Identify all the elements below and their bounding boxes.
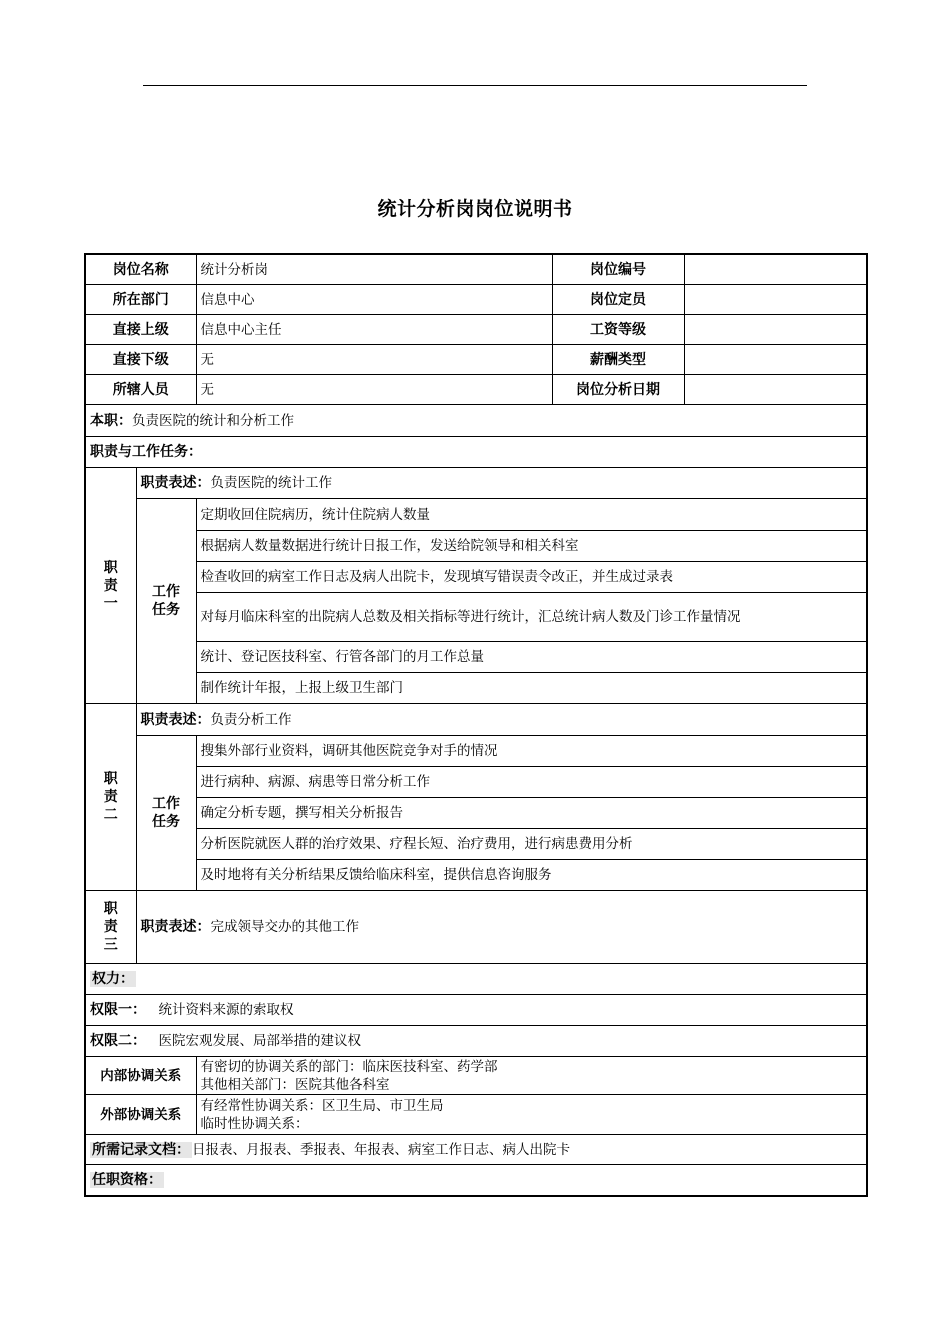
duty2-task-row bbox=[85, 829, 867, 860]
power-row bbox=[85, 1026, 867, 1057]
field-value: 无 bbox=[196, 345, 552, 375]
external-relation-line: 临时性协调关系： bbox=[200, 1115, 309, 1132]
duty2-task-row bbox=[85, 767, 867, 798]
external-relation-line: 有经常性协调关系：区卫生局、市卫生局 bbox=[200, 1097, 444, 1114]
duty2-task: 确定分析专题，撰写相关分析报告 bbox=[196, 798, 867, 829]
duty1-task-row bbox=[85, 499, 867, 531]
duty2-desc: 负责分析工作 bbox=[210, 711, 292, 728]
field-value bbox=[684, 254, 867, 285]
duty2-task: 及时地将有关分析结果反馈给临床科室，提供信息咨询服务 bbox=[196, 860, 867, 891]
benzhi-label: 本职： bbox=[90, 412, 132, 429]
basic-row bbox=[85, 315, 867, 345]
duty1-task-row bbox=[85, 593, 867, 642]
duty3-desc: 完成领导交办的其他工作 bbox=[210, 919, 359, 935]
internal-relation-row bbox=[85, 1057, 867, 1095]
basic-row bbox=[85, 285, 867, 315]
duty3-row bbox=[85, 891, 867, 964]
power-header-row bbox=[85, 964, 867, 995]
duty2-task-label-text: 工作 任务 bbox=[152, 796, 180, 830]
duty2-task: 分析医院就医人群的治疗效果、疗程长短、治疗费用，进行病患费用分析 bbox=[196, 829, 867, 860]
power-label: 权限二： bbox=[90, 1033, 146, 1049]
duty1-task: 根据病人数量数据进行统计日报工作，发送给院领导和相关科室 bbox=[196, 531, 867, 562]
external-relation-row bbox=[85, 1095, 867, 1135]
duties-header: 职责与工作任务： bbox=[85, 437, 867, 468]
external-relation-cell bbox=[196, 1095, 867, 1135]
field-label: 所辖人员 bbox=[85, 375, 196, 405]
duty1-label-text: 职 责 一 bbox=[103, 559, 118, 612]
records-label: 所需记录文档： bbox=[92, 1141, 190, 1158]
power-text: 医院宏观发展、局部举措的建议权 bbox=[158, 1033, 361, 1049]
duty1-task: 统计、登记医技科室、行管各部门的月工作总量 bbox=[196, 642, 867, 673]
duty2-label-text: 职 责 二 bbox=[103, 771, 118, 823]
power-text: 统计资料来源的索取权 bbox=[158, 1002, 294, 1018]
duty3-desc-cell bbox=[136, 891, 867, 964]
field-value bbox=[684, 375, 867, 405]
field-label: 岗位定员 bbox=[552, 285, 684, 315]
internal-relation-label: 内部协调关系 bbox=[85, 1057, 196, 1095]
internal-relation-line: 其他相关部门：医院其他各科室 bbox=[200, 1076, 390, 1093]
duty3-label bbox=[85, 891, 136, 964]
duty2-desc-label: 职责表述： bbox=[140, 711, 211, 728]
duty1-task: 检查收回的病室工作日志及病人出院卡，发现填写错误责令改正，并生成过录表 bbox=[196, 562, 867, 593]
duty1-task-row bbox=[85, 642, 867, 673]
field-label: 直接下级 bbox=[85, 345, 196, 375]
power-cell bbox=[85, 995, 867, 1026]
duty1-desc-cell bbox=[136, 468, 867, 499]
duty1-task-label-text: 工作 任务 bbox=[152, 584, 180, 618]
duty1-desc-label: 职责表述： bbox=[140, 475, 211, 491]
field-value: 统计分析岗 bbox=[196, 254, 552, 285]
field-value: 信息中心主任 bbox=[196, 315, 552, 345]
duty2-task-row bbox=[85, 860, 867, 891]
duty1-task-row bbox=[85, 673, 867, 704]
benzhi-cell bbox=[85, 405, 867, 437]
field-label: 岗位名称 bbox=[85, 254, 196, 285]
duty3-label-text: 职 责 三 bbox=[103, 901, 118, 953]
benzhi-row bbox=[85, 405, 867, 437]
duty1-task-row bbox=[85, 531, 867, 562]
field-value: 信息中心 bbox=[196, 285, 552, 315]
duty2-task-row bbox=[85, 736, 867, 767]
field-label: 工资等级 bbox=[552, 315, 684, 345]
field-value bbox=[684, 315, 867, 345]
power-label: 权限一： bbox=[90, 1002, 146, 1018]
duty3-desc-label: 职责表述： bbox=[140, 919, 211, 935]
field-value: 无 bbox=[196, 375, 552, 405]
duty1-task: 制作统计年报，上报上级卫生部门 bbox=[196, 673, 867, 704]
power-header: 权力： bbox=[92, 971, 134, 987]
internal-relation-cell bbox=[196, 1057, 867, 1095]
records-text: 日报表、月报表、季报表、年报表、病室工作日志、病人出院卡 bbox=[192, 1141, 570, 1158]
power-row bbox=[85, 995, 867, 1026]
external-relation-label: 外部协调关系 bbox=[85, 1095, 196, 1135]
power-header-cell bbox=[85, 964, 867, 995]
internal-relation-line: 有密切的协调关系的部门：临床医技科室、药学部 bbox=[200, 1058, 498, 1075]
field-label: 直接上级 bbox=[85, 315, 196, 345]
duties-header-row bbox=[85, 437, 867, 468]
qualification-row bbox=[85, 1165, 867, 1196]
field-value bbox=[684, 345, 867, 375]
duty2-label bbox=[85, 704, 136, 891]
duty1-desc: 负责医院的统计工作 bbox=[210, 475, 332, 491]
records-row bbox=[85, 1135, 867, 1165]
duty2-task: 进行病种、病源、病患等日常分析工作 bbox=[196, 767, 867, 798]
duty2-task-label bbox=[136, 736, 196, 891]
field-label: 薪酬类型 bbox=[552, 345, 684, 375]
field-label: 所在部门 bbox=[85, 285, 196, 315]
benzhi-text: 负责医院的统计和分析工作 bbox=[132, 412, 294, 429]
qualification-cell bbox=[85, 1165, 867, 1196]
basic-row bbox=[85, 375, 867, 405]
duty1-desc-row bbox=[85, 468, 867, 499]
duty1-task: 对每月临床科室的出院病人总数及相关指标等进行统计，汇总统计病人数及门诊工作量情况 bbox=[196, 593, 867, 642]
records-cell bbox=[85, 1135, 867, 1165]
duty2-task-row bbox=[85, 798, 867, 829]
job-description-table bbox=[84, 253, 868, 1197]
duty2-task: 搜集外部行业资料，调研其他医院竞争对手的情况 bbox=[196, 736, 867, 767]
header-rule bbox=[143, 85, 807, 86]
duty2-desc-cell bbox=[136, 704, 867, 736]
qualification-label: 任职资格： bbox=[92, 1171, 162, 1188]
duty1-task-row bbox=[85, 562, 867, 593]
basic-row bbox=[85, 345, 867, 375]
field-label: 岗位分析日期 bbox=[552, 375, 684, 405]
duty1-task-label bbox=[136, 499, 196, 704]
field-value bbox=[684, 285, 867, 315]
document-title: 统计分析岗岗位说明书 bbox=[377, 198, 573, 220]
basic-row bbox=[85, 254, 867, 285]
power-cell bbox=[85, 1026, 867, 1057]
duty1-task: 定期收回住院病历，统计住院病人数量 bbox=[196, 499, 867, 531]
duty2-desc-row bbox=[85, 704, 867, 736]
field-label: 岗位编号 bbox=[552, 254, 684, 285]
duty1-label bbox=[85, 468, 136, 704]
